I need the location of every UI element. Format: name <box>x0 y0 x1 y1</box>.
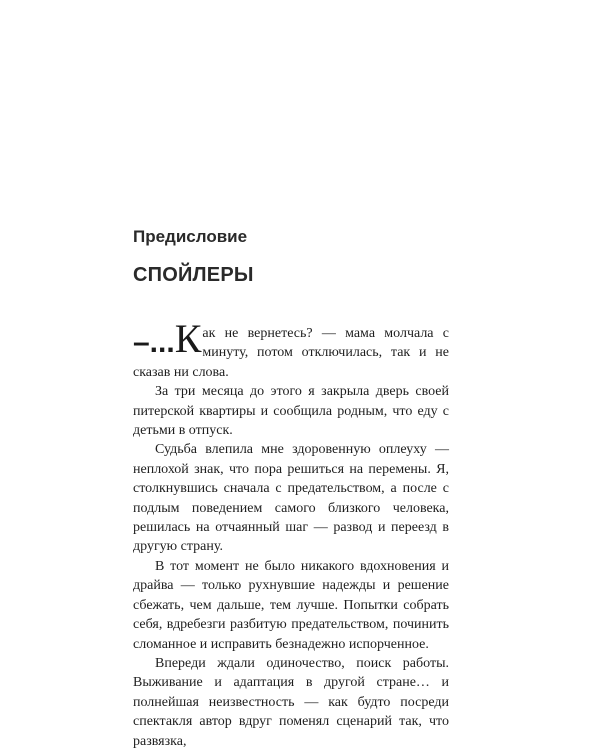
text-block <box>133 226 449 751</box>
paragraph-4: В тот момент не было никакого вдохновения и драйва — только рухнувшие надежды и решение сбежать, чем дальше, тем лучше. Попытки собрать себя, вдребезги разбитую предательством, починить сломанное и исправить безнадежно испорченное. <box>133 558 449 652</box>
paragraph-2: За три месяца до этого я закрыла дверь своей питерской квартиры и сообщила родным, что еду с детьми в отпуск. <box>133 384 449 439</box>
drop-cap-lead: –... <box>133 326 175 359</box>
chapter-label: Предисловие <box>133 227 248 246</box>
paragraph-1 <box>133 316 449 382</box>
paragraph-3: Судьба влепила мне здоровенную оплеуху — неплохой знак, что пора решиться на перемены. Я, столкнувшись сначала с предательством, а после с подлым поведением самого близкого человека, решилась на отчаянный шаг — развод и переезд в другую страну. <box>133 442 449 555</box>
paragraph-5: Впереди ждали одиночество, поиск работы. Выживание и адаптация в другой стране… и полнейшая неизвестность — как будто посреди спектакля автор вдруг поменял сценарий так, что развязка, <box>133 655 449 749</box>
body-text <box>133 316 449 751</box>
paragraph-1-text: ак не вернетесь? — мама молчала с минуту, потом отключилась, так и не сказав ни слова. <box>133 326 449 380</box>
chapter-title: СПОЙЛЕРЫ <box>133 264 254 286</box>
drop-cap <box>133 316 202 361</box>
drop-cap-letter: К <box>174 316 202 361</box>
